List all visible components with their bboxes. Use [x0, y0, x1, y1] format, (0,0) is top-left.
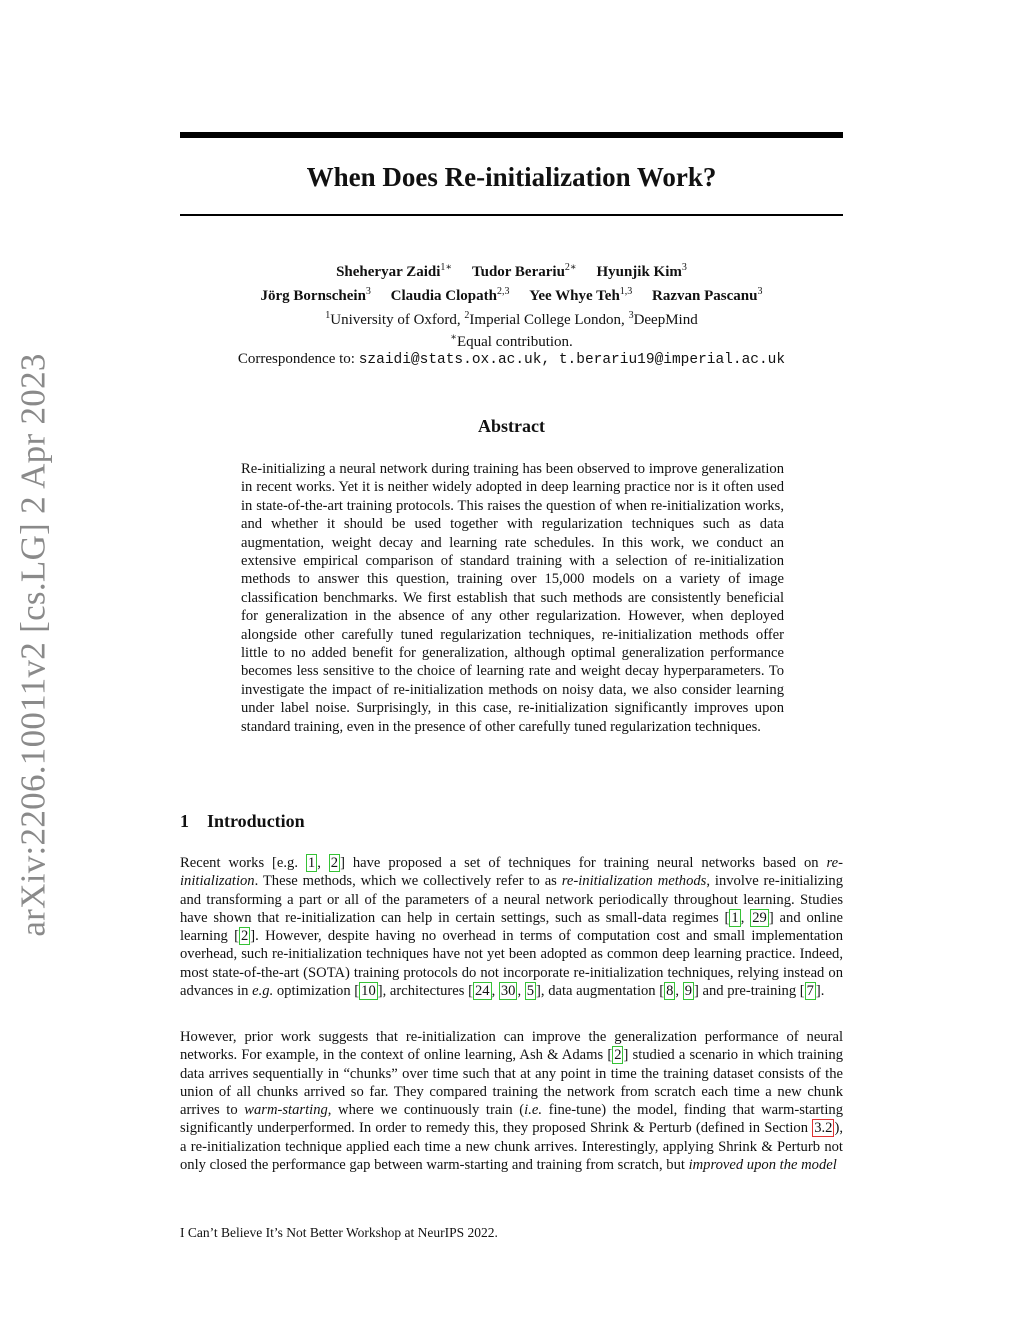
- citation-link[interactable]: 9: [684, 983, 692, 1000]
- authors-row-1: [180, 262, 843, 281]
- paper-title: When Does Re-initialization Work?: [306, 162, 717, 192]
- citation-link[interactable]: 1: [307, 855, 316, 871]
- section-heading-introduction: 1 Introduction: [180, 811, 305, 831]
- citation-link[interactable]: 7: [806, 983, 814, 1000]
- author: Hyunjik Kim$^3$: [596, 262, 687, 280]
- section-reference-link[interactable]: 3.2: [814, 1120, 833, 1137]
- author: Yee Whye Teh$^{1,3}$: [529, 286, 633, 304]
- title-top-rule: [180, 132, 843, 138]
- citation-link[interactable]: 30: [500, 983, 516, 1000]
- citation-link[interactable]: 8: [666, 983, 674, 1000]
- correspondence-emails[interactable]: szaidi@stats.ox.ac.uk, t.berariu19@imperial.ac.uk: [358, 352, 786, 368]
- citation-link[interactable]: 5: [526, 983, 535, 1000]
- intro-paragraph-1: Recent works [e.g. 1 , 2 ] have proposed a set of techniques for training neural networks based on re-initialization. These methods, which we collectively refer to as re-initialization methods, involve re-initializing and transforming a part or all of the parameters of a neural network periodically throughout learning. Studies have shown that re-initialization can help in certain settings, such as small-data regimes [ 1 , 29 ] and online learning [ 2 ]. However, despite having no overhead in terms of computation cost and small implementation overhead, such re-initialization techniques have not yet been adopted as common deep learning practice. Indeed, most state-of-the-art (SOTA) training protocols do not incorporate re-initialization techniques, relying instead on advances in e.g. optimization [ 10 ], architectures [ 24 , 30 , 5 ], data augmentation [ 8 , 9 ] and pre-training [ 7 ].: [180, 855, 844, 1000]
- correspondence-line: Correspondence to: szaidi@stats.ox.ac.uk, t.berariu19@imperial.ac.uk: [237, 351, 786, 368]
- author: Sheheryar Zaidi$^{1∗}$: [336, 262, 453, 280]
- arxiv-identifier-text: arXiv:2206.10011v2 [cs.LG] 2 Apr 2023: [14, 353, 53, 937]
- author: Tudor Berariu$^{2∗}$: [471, 262, 577, 280]
- citation-link[interactable]: 2: [240, 928, 249, 945]
- author: Claudia Clopath$^{2,3}$: [390, 286, 510, 304]
- abstract-heading: Abstract: [478, 416, 545, 436]
- workshop-footnote: I Can’t Believe It’s Not Better Workshop at NeurIPS 2022.: [180, 1225, 498, 1240]
- citation-link[interactable]: 1: [731, 909, 739, 926]
- abstract-text: Re-initializing a neural network during training has been observed to improve generalization in recent works. Yet it is neither widely adopted in deep learning practice nor is it often used in state-of-the-art training protocols. This raises the question of when re-initialization works, and whether it should be used together with regularization techniques such as data augmentation, weight decay and learning rate schedules. In this work, we conduct an extensive empirical comparison of standard training with a selection of re-initialization methods to answer this question, training over 15,000 models on a variety of image classification benchmarks. We first establish that such methods are consistently beneficial for generalization in the absence of any other regularization. However, when deployed alongside other carefully tuned regularization techniques, re-initialization methods offer little to no added benefit for generalization, although optimal generalization performance becomes less sensitive to the choice of learning rate and weight decay hyperparameters. To investigate the impact of re-initialization methods on noisy data, we also consider learning under label noise. Surprisingly, in this case, re-initialization significantly improves upon standard training, even in the presence of other carefully tuned regularization techniques.: [241, 461, 784, 735]
- citation-link[interactable]: 2: [614, 1047, 622, 1064]
- authors-row-2: [180, 286, 843, 305]
- author: Razvan Pascanu$^3$: [652, 286, 763, 304]
- author: Jörg Bornschein$^3$: [260, 286, 371, 304]
- citation-link[interactable]: 10: [361, 983, 376, 1000]
- citation-link[interactable]: 24: [474, 983, 490, 1000]
- citation-link[interactable]: 2: [330, 855, 339, 871]
- title-bottom-rule: [180, 214, 843, 216]
- arxiv-side-identifier: [4, 353, 64, 937]
- equal-contribution-note: ∗Equal contribution.: [450, 332, 573, 350]
- affiliations: $^1$University of Oxford, $^2$Imperial College London, $^3$DeepMind: [325, 310, 698, 328]
- citation-link[interactable]: 29: [752, 909, 767, 926]
- intro-paragraph-2: However, prior work suggests that re-initialization can improve the generalization performance of neural networks. For example, in the context of online learning, Ash & Adams [ 2 ] studied a scenario in which training data arrives sequentially in “chunks” over time such that at any point in time the training dataset consists of the union of all chunks arrived so far. They compared training the network from scratch each time a new chunk arrives to warm-starting, where we continuously train (i.e. fine-tune) the model, finding that warm-starting significantly underperformed. In order to remedy this, they proposed Shrink & Perturb (defined in Section 3.2 ), a re-initialization technique applied each time a new chunk arrives. Interestingly, applying Shrink & Perturb not only closed the performance gap between warm-starting and training from scratch, but improved upon the model: [180, 1029, 843, 1174]
